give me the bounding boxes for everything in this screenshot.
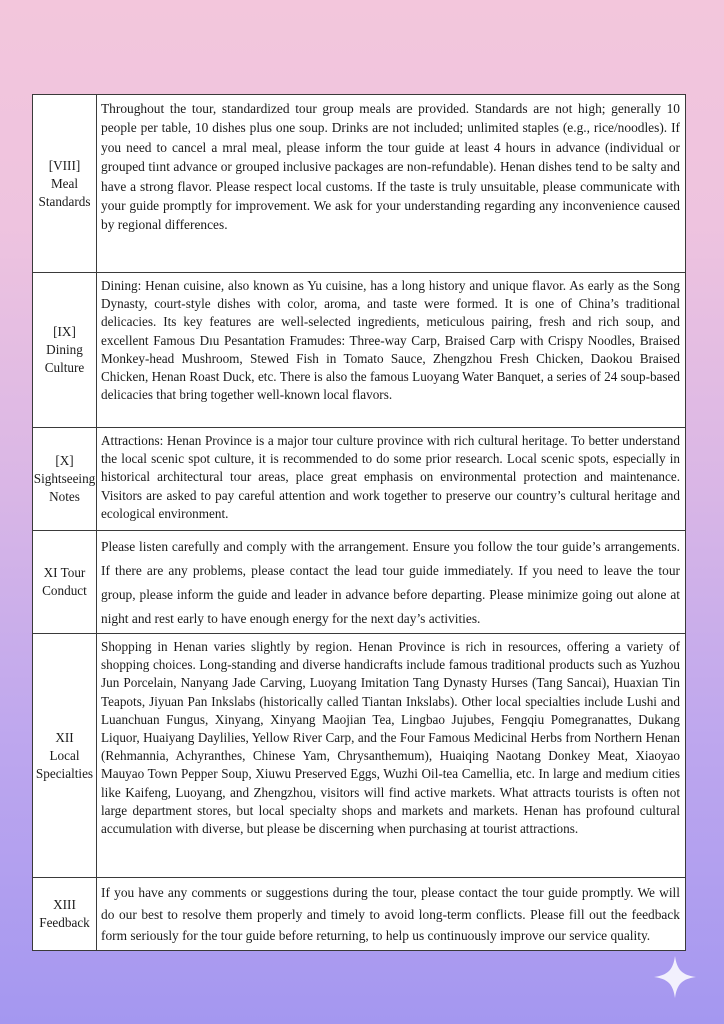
section-label-line: Local bbox=[49, 747, 80, 763]
section-label-line: XI Tour bbox=[43, 565, 86, 580]
section-label-line: Sightseeing bbox=[33, 471, 96, 486]
section-label-line: [VIII] bbox=[48, 157, 81, 173]
section-text: Throughout the tour, standardized tour group meals are provided. Standards are not high; generally 10 people per table, 10 dishes plus one soup. Drinks are not included; unlimited staples (e.g., rice/noodles). If you need to cancel a mral meal, please inform the tour guide at least 4 hours in advance (individual or grouped tiınt advance or grouped inclusive packages are non-refundable). Henan dishes tend to be salty and have a strong flavor. Please respect local customs. If the taste is truly unsuitable, please communicate with your guide promptly for improvement. We ask for your understanding regarding any inconvenience caused by regional differences. bbox=[101, 101, 680, 233]
section-label bbox=[33, 273, 97, 427]
section-meal-standards bbox=[33, 95, 685, 273]
sparkle-icon bbox=[652, 954, 698, 1000]
section-dining-culture bbox=[33, 273, 685, 428]
section-tour-conduct bbox=[33, 531, 685, 634]
section-label-line: Notes bbox=[49, 489, 80, 504]
section-label-line: Feedback bbox=[39, 915, 90, 930]
section-feedback bbox=[33, 878, 685, 950]
section-label-line: [X] bbox=[55, 453, 74, 468]
section-label bbox=[33, 531, 97, 633]
section-label bbox=[33, 878, 97, 950]
section-local-specialties bbox=[33, 634, 685, 878]
section-text: Dining: Henan cuisine, also known as Yu cuisine, has a long history and unique flavor. As early as the Song Dynasty, court-style dishes with color, aroma, and taste were formed. It is one of China’s traditional delicacies. Its key features are well-selected ingredients, meticulous pairing, fresh and rich soup, and excellent Famous Dıu Pesantation Framudes: Three-way Carp, Braised Carp with Crispy Noodles, Braised Monkey-head Mushroom, Stewed Fish in Tomato Sauce, Zhengzhou Fresh Chicken, Daokou Braised Chicken, Henan Roast Duck, etc. There is also the famous Luoyang Water Banquet, a series of 24 soup-based delicacies that bring together well-known local flavors. bbox=[101, 278, 680, 403]
section-label-line: Conduct bbox=[42, 583, 87, 598]
section-text: Shopping in Henan varies slightly by region. Henan Province is rich in resources, offering a variety of shopping choices. Long-standing and diverse handicrafts include famous traditional products such as Yuzhou Jun Porcelain, Nanyang Jade Carving, Luoyang Imitation Tang Dynasty Hurses (Tang Sancai), Huaxian Tin Teapots, Jiyuan Pan Inkslabs (historically called Tiantan Inkslabs). Other local specialties include Lushi and Luanchuan Fungus, Xinyang, Xinyang Maojian Tea, Lingbao Jujubes, Fengqiu Pomegranattes, Dukang Liquor, Huaiyang Daylilies, Yellow River Carp, and the Four Famous Medicinal Herbs from Northern Henan (Rehmannia, Achyranthes, Chinese Yam, Chrysanthemum), Huaiqing Naotang Donkey Meat, Xiaoyao Mauyao Town Pepper Soup, Xiuwu Preserved Eggs, Wuzhi Oil-tea Camellia, etc. In large and medium cities like Kaifeng, Luoyang, and Zhengzhou, visitors will find active markets. What attracts tourists is often not large department stores, but local specialty shops and markets and markets. Henan has profound cultural accumulation with diverse, but please be discerning when purchasing at tourist attractions. bbox=[101, 639, 680, 837]
section-label-line: XIII bbox=[53, 897, 76, 912]
section-label bbox=[33, 634, 97, 877]
tour-notes-table bbox=[32, 94, 686, 951]
section-label bbox=[33, 428, 97, 530]
section-label-line: Specialties bbox=[35, 765, 94, 781]
section-label-line: [IX] bbox=[53, 324, 76, 339]
section-label-line: Standards bbox=[38, 193, 91, 209]
section-text: Please listen carefully and comply with the arrangement. Ensure you follow the tour guide’s arrangements. If there are any problems, please contact the lead tour guide immediately. If you need to leave the tour group, please inform the guide and leader in advance before departing. Please minimize going out alone at night and rest early to have enough energy for the next day’s activities. bbox=[101, 539, 680, 626]
section-label-line: Meal bbox=[50, 175, 79, 191]
section-label-line: Culture bbox=[44, 360, 85, 375]
section-label-line: Dining bbox=[46, 342, 83, 357]
section-label-line: XII bbox=[55, 729, 74, 745]
section-text: If you have any comments or suggestions during the tour, please contact the tour guide promptly. We will do our best to resolve them properly and timely to avoid long-term conflicts. Please fill out the feedback form seriously for the tour guide before returning, to help us continuously improve our service quality. bbox=[101, 885, 680, 943]
section-text: Attractions: Henan Province is a major tour culture province with rich cultural heritage. To better understand the local scenic spot culture, it is recommended to do some prior research. Local scenic spots, especially in historical architectural tour areas, place great emphasis on environmental protection and maintenance. Visitors are asked to pay careful attention and work together to preserve our country’s cultural heritage and ecological environment. bbox=[101, 433, 680, 521]
section-label bbox=[33, 95, 97, 272]
section-sightseeing-notes bbox=[33, 428, 685, 531]
